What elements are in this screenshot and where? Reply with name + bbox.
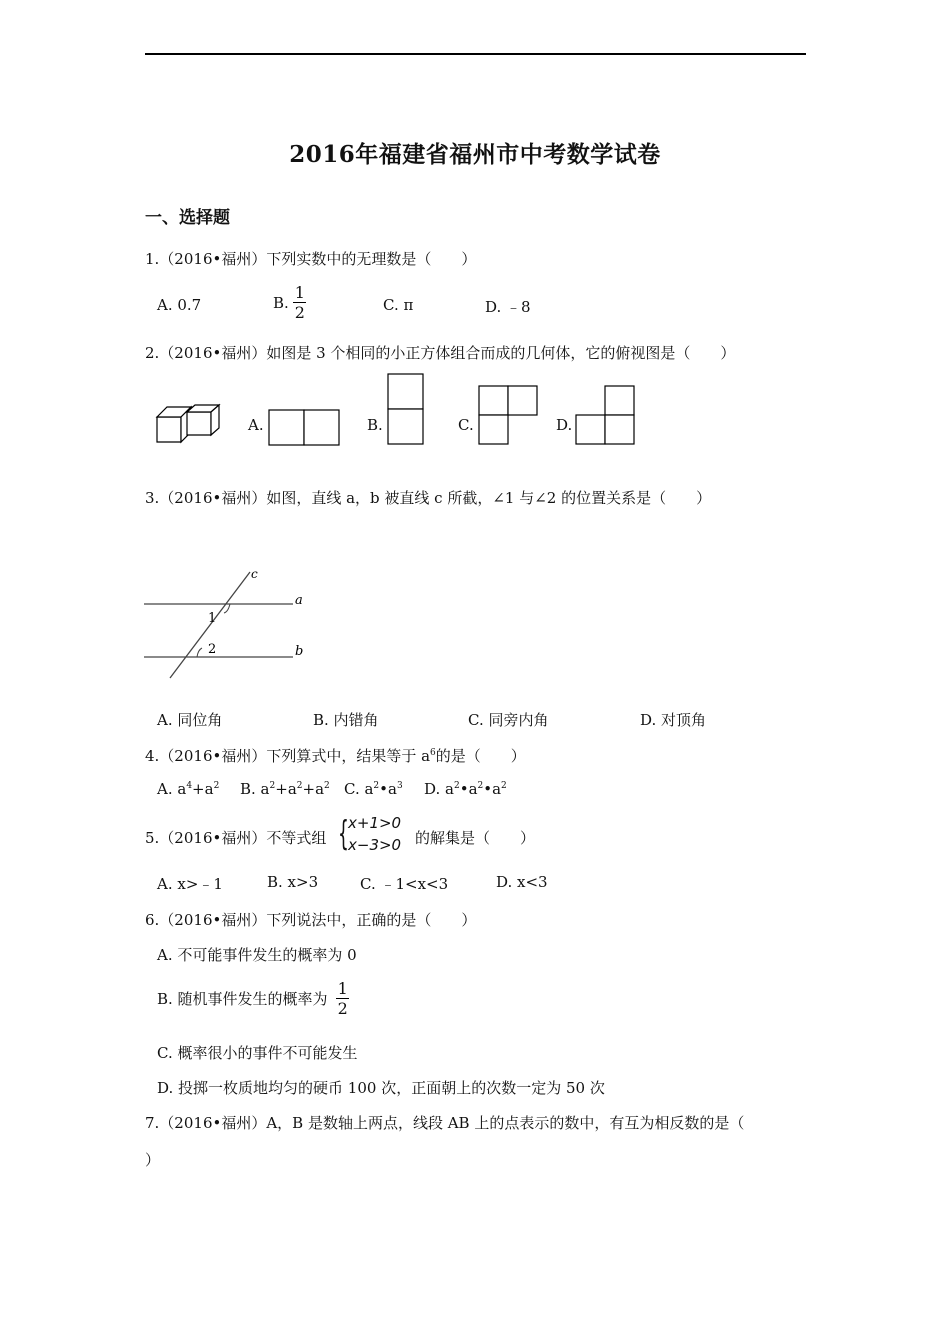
term: +a	[275, 780, 297, 798]
q5-option-b: B. x>3	[267, 873, 319, 891]
exponent: 2	[373, 781, 380, 791]
q2-option-c-view	[478, 385, 540, 447]
fraction-denominator: 2	[294, 303, 305, 322]
question-7-stem-cont: ）	[145, 1151, 161, 1169]
q3-option-a: A. 同位角	[157, 711, 223, 729]
q2-option-c: C.	[458, 416, 474, 434]
q1-option-b	[273, 283, 307, 322]
q4-stem-exponent: 6	[430, 748, 436, 758]
fraction-numerator: 1	[337, 979, 348, 998]
exponent: 2	[213, 781, 220, 791]
exponent: 2	[501, 781, 507, 791]
q2-option-a-view	[268, 409, 342, 447]
label-a: a	[295, 593, 303, 608]
exponent: 2	[477, 781, 484, 791]
term: C. a	[344, 780, 374, 798]
q2-option-d-view	[575, 385, 637, 447]
page-title: 2016年福建省福州市中考数学试卷	[289, 141, 661, 168]
question-5-stem-before: 5.（2016•福州）不等式组	[145, 829, 327, 847]
term: D. a	[424, 780, 454, 798]
q5-option-d: D. x<3	[496, 873, 548, 891]
q6-option-b-label: B. 随机事件发生的概率为	[157, 990, 328, 1008]
label-c: c	[251, 567, 258, 581]
question-2-stem: 2.（2016•福州）如图是 3 个相同的小正方体组合而成的几何体，它的俯视图是（ ）	[145, 344, 736, 362]
section-heading: 一、选择题	[145, 208, 230, 228]
question-4-stem	[145, 745, 526, 766]
exponent: 2	[453, 781, 460, 791]
angle-2-arc	[197, 648, 202, 657]
brace-symbol: {	[338, 814, 349, 854]
label-angle-1: 1	[208, 611, 217, 626]
q4-option-c	[344, 780, 403, 798]
q6-option-b	[157, 979, 350, 1018]
label-angle-2: 2	[208, 642, 217, 657]
q5-option-a: A. x>﹣1	[157, 875, 223, 893]
header-rule	[145, 53, 806, 55]
cubes-figure	[150, 400, 230, 448]
q4-option-b	[240, 780, 330, 798]
q2-option-a: A.	[248, 416, 264, 434]
exponent: 2	[324, 781, 330, 791]
exponent: 3	[396, 781, 403, 791]
q3-option-c: C. 同旁内角	[468, 711, 549, 729]
q1-option-c: C. π	[383, 296, 414, 314]
term: A. a	[157, 780, 187, 798]
q4-stem-tail: 的是（ ）	[435, 747, 526, 765]
q1-option-a: A. 0.7	[157, 296, 202, 314]
question-7-stem: 7.（2016•福州）A，B 是数轴上两点，线段 AB 上的点表示的数中，有互为相反数的是（	[145, 1114, 745, 1132]
term: +a	[192, 780, 214, 798]
exponent: 2	[269, 781, 276, 791]
q2-option-d: D.	[556, 416, 573, 434]
exponent: 4	[186, 781, 193, 791]
q6-option-d: D. 投掷一枚质地均匀的硬币 100 次，正面朝上的次数一定为 50 次	[157, 1079, 605, 1097]
q4-stem-text: 4.（2016•福州）下列算式中，结果等于 a	[145, 747, 431, 765]
fraction-numerator: 1	[294, 283, 305, 302]
parallel-lines-figure	[140, 560, 320, 690]
q2-option-b: B.	[367, 416, 383, 434]
q6-option-a: A. 不可能事件发生的概率为 0	[157, 946, 357, 964]
inequality-2: x−3>0	[348, 836, 402, 854]
q6-option-c: C. 概率很小的事件不可能发生	[157, 1044, 358, 1062]
q4-option-d	[424, 780, 507, 798]
q1-fraction	[293, 283, 307, 322]
inequality-1: x+1>0	[348, 814, 402, 832]
term: +a	[302, 780, 325, 798]
term: •a	[379, 780, 397, 798]
question-5-stem-after: 的解集是（ ）	[415, 829, 536, 847]
term: •a	[483, 780, 502, 798]
question-3-stem: 3.（2016•福州）如图，直线 a，b 被直线 c 所截，∠1 与∠2 的位置关系是（ ）	[145, 489, 712, 507]
q4-option-a	[157, 780, 219, 798]
q5-option-c: C. ﹣1<x<3	[360, 875, 449, 893]
exponent: 2	[296, 781, 303, 791]
question-1-stem: 1.（2016•福州）下列实数中的无理数是（ ）	[145, 250, 477, 268]
q3-option-b: B. 内错角	[313, 711, 379, 729]
q3-option-d: D. 对顶角	[640, 711, 707, 729]
q6-fraction	[336, 979, 350, 1018]
q2-option-b-view	[387, 373, 425, 447]
q1-option-b-label: B.	[273, 293, 289, 312]
label-b: b	[295, 644, 304, 659]
q1-option-d: D. ﹣8	[485, 298, 531, 316]
question-6-stem: 6.（2016•福州）下列说法中，正确的是（ ）	[145, 911, 477, 929]
term: •a	[459, 780, 478, 798]
term: B. a	[240, 780, 270, 798]
fraction-denominator: 2	[337, 999, 348, 1018]
